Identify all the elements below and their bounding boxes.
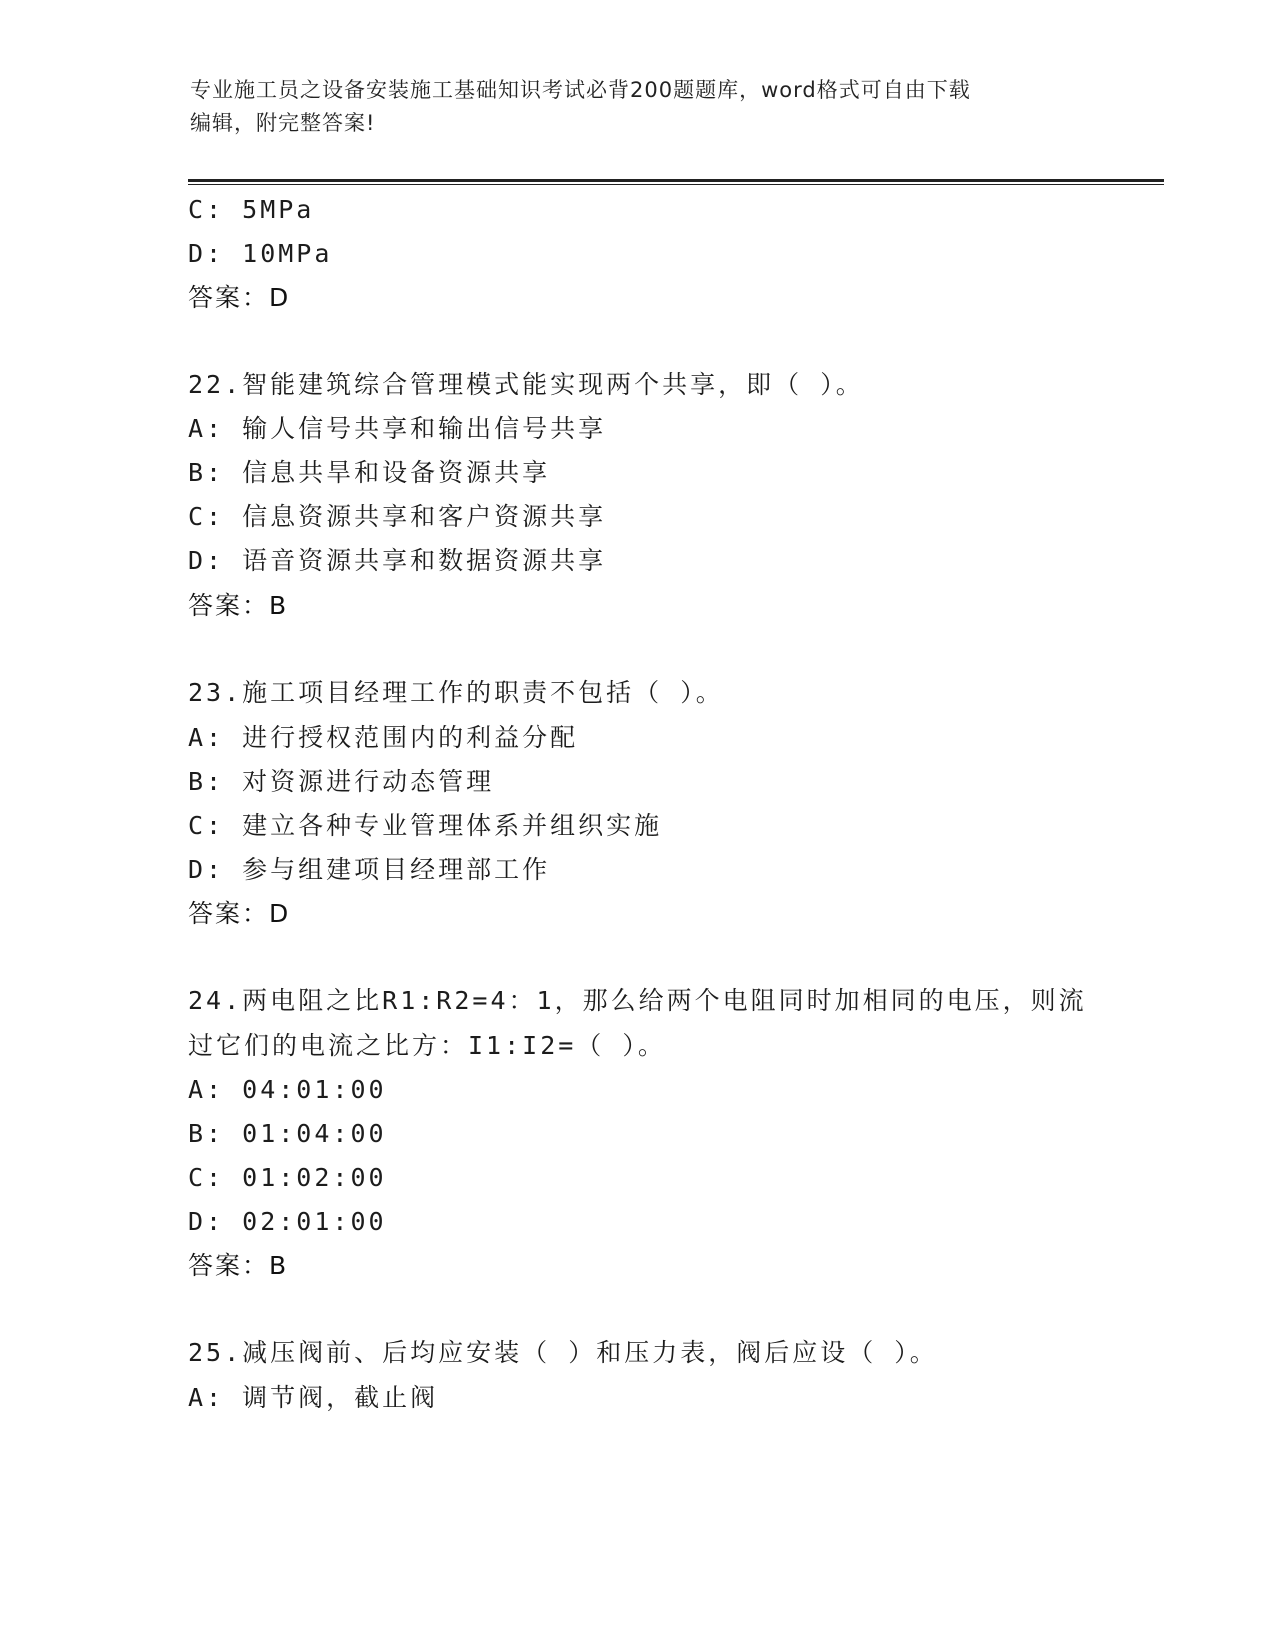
q21-option-d: D: 10MPa (188, 239, 333, 268)
q21-option-c: C: 5MPa (188, 195, 315, 224)
q23-option-d: D: 参与组建项目经理部工作 (188, 855, 551, 884)
q23-question: 23.施工项目经理工作的职责不包括（ ）。 (188, 678, 724, 707)
header-divider-thin (188, 184, 1164, 185)
q21-answer: 答案：D (188, 283, 291, 312)
q22-option-a: A: 输人信号共享和输出信号共享 (188, 414, 607, 443)
q23-option-c: C: 建立各种专业管理体系并组织实施 (188, 811, 663, 840)
q22-option-d: D: 语音资源共享和数据资源共享 (188, 546, 607, 575)
page-header (190, 74, 1090, 140)
q24-option-c: C: 01:02:00 (188, 1163, 387, 1192)
q22-option-b: B: 信息共旱和设备资源共享 (188, 458, 551, 487)
q23-option-a: A: 进行授权范围内的利益分配 (188, 723, 579, 752)
page-header-line-2: 编辑，附完整答案! (190, 111, 376, 135)
q24-question-line-2: 过它们的电流之比方：I1:I2=（ ）。 (188, 1031, 666, 1060)
header-divider-thick (188, 179, 1164, 182)
q24-option-a: A: 04:01:00 (188, 1075, 387, 1104)
page-header-line-1: 专业施工员之设备安装施工基础知识考试必背200题题库，word格式可自由下载 (190, 78, 971, 102)
q22-question: 22.智能建筑综合管理模式能实现两个共享，即（ ）。 (188, 370, 864, 399)
q22-answer: 答案：B (188, 591, 289, 620)
q24-question-line-1: 24.两电阻之比R1:R2=4：1，那么给两个电阻同时加相同的电压，则流 (188, 986, 1087, 1015)
q23-option-b: B: 对资源进行动态管理 (188, 767, 495, 796)
q24-answer: 答案：B (188, 1251, 289, 1280)
q22-option-c: C: 信息资源共享和客户资源共享 (188, 502, 607, 531)
q23-answer: 答案：D (188, 899, 291, 928)
q25-question: 25.减压阀前、后均应安装（ ）和压力表，阀后应设（ ）。 (188, 1338, 938, 1367)
q24-option-b: B: 01:04:00 (188, 1119, 387, 1148)
q24-option-d: D: 02:01:00 (188, 1207, 387, 1236)
q25-option-a: A: 调节阀，截止阀 (188, 1383, 439, 1412)
